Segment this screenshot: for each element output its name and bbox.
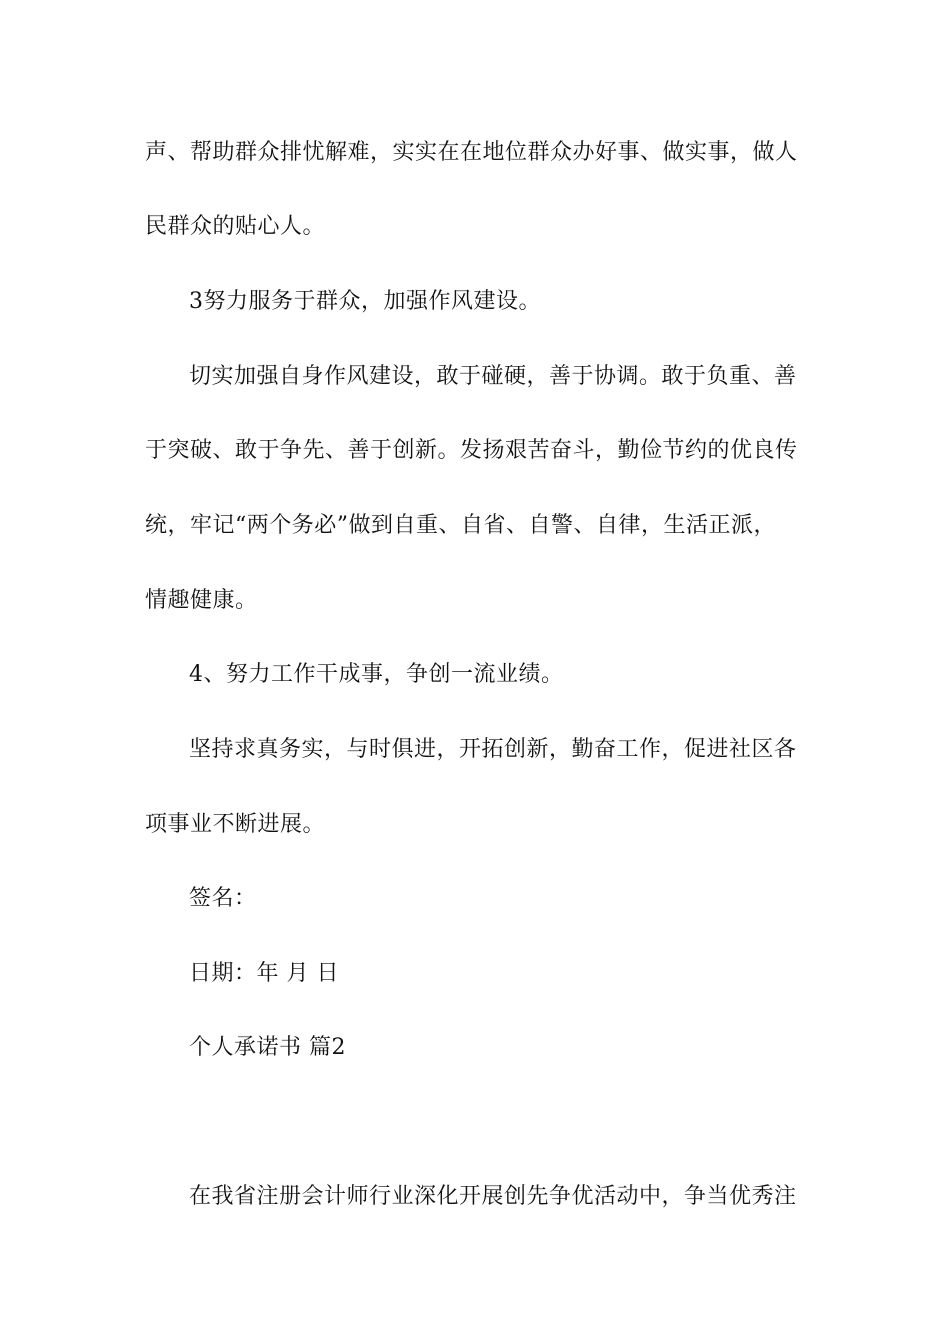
paragraph-line: 在我省注册会计师行业深化开展创先争优活动中，争当优秀注 <box>189 1184 797 1209</box>
date-label: 日期：年 月 日 <box>189 961 339 986</box>
paragraph-line: 统，牢记“两个务必”做到自重、自省、自警、自律，生活正派， <box>145 513 776 538</box>
section-title: 个人承诺书 篇2 <box>189 1035 346 1060</box>
paragraph-line: 坚持求真务实，与时俱进，开拓创新，勤奋工作，促进社区各 <box>189 737 797 762</box>
paragraph-line: 民群众的贴心人。 <box>145 214 326 239</box>
section-heading-4: 4、努力工作干成事，争创一流业绩。 <box>189 662 564 687</box>
signature-label: 签名： <box>189 886 257 911</box>
paragraph-line: 项事业不断进展。 <box>145 812 326 837</box>
paragraph-line: 于突破、敢于争先、善于创新。发扬艰苦奋斗，勤俭节约的优良传 <box>145 438 798 463</box>
paragraph-line: 切实加强自身作风建设，敢于碰硬，善于协调。敢于负重、善 <box>189 364 797 389</box>
paragraph-line: 声、帮助群众排忧解难，实实在在地位群众办好事、做实事，做人 <box>145 140 798 165</box>
paragraph-line: 情趣健康。 <box>145 588 258 613</box>
section-heading-3: 3努力服务于群众，加强作风建设。 <box>189 289 541 314</box>
